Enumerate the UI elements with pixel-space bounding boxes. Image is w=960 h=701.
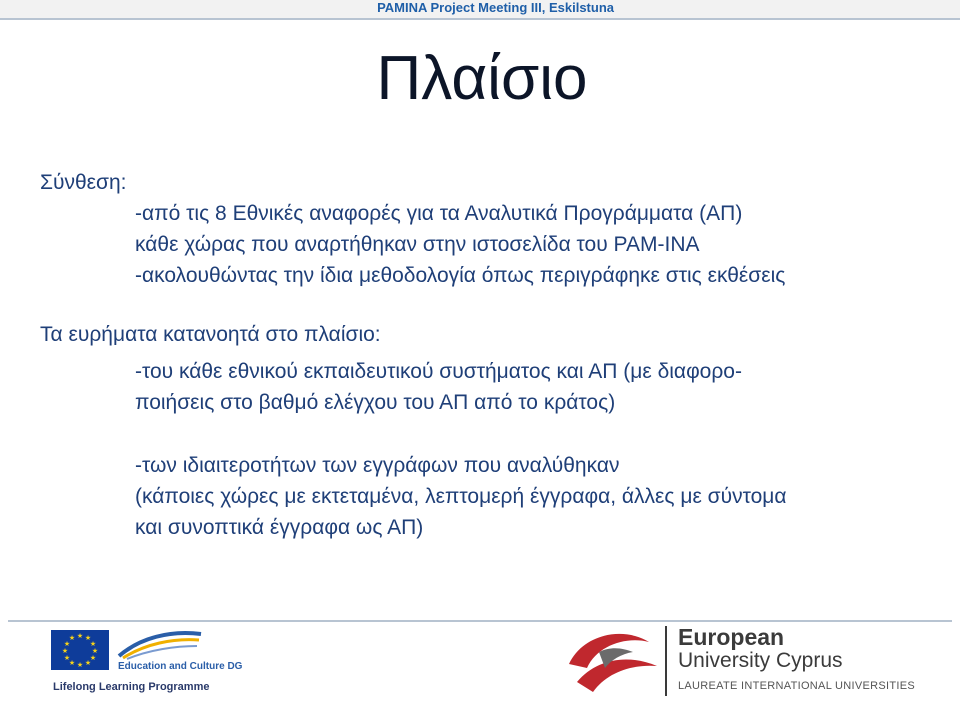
svg-text:★: ★ — [84, 659, 92, 667]
svg-text:★: ★ — [84, 634, 92, 642]
euc-divider — [665, 626, 667, 696]
body-line: -από τις 8 Εθνικές αναφορές για τα Αναλυτικά Προγράμματα (ΑΠ) — [135, 202, 743, 225]
body-line: και συνοπτικά έγγραφα ως ΑΠ) — [135, 516, 424, 539]
heading-synthesis: Σύνθεση: — [40, 171, 127, 194]
body-line: κάθε χώρας που αναρτήθηκαν στην ιστοσελίδα του PAM-INA — [135, 233, 700, 256]
swoosh-icon — [115, 628, 205, 660]
svg-text:★: ★ — [89, 654, 97, 662]
euc-emblem-icon — [563, 624, 663, 700]
body-line: -ακολουθώντας την ίδια μεθοδολογία όπως περιγράφηκε στις εκθέσεις — [135, 264, 786, 287]
svg-text:★: ★ — [63, 640, 71, 648]
edu-label: Education and Culture DG — [118, 661, 243, 672]
body-line: (κάποιες χώρες με εκτεταμένα, λεπτομερή έγγραφα, άλλες με σύντομα — [135, 485, 787, 508]
body-line: -των ιδιαιτεροτήτων των εγγράφων που αναλύθηκαν — [135, 454, 620, 477]
svg-text:★: ★ — [61, 647, 69, 655]
slide-title: Πλαίσιο — [376, 44, 588, 113]
heading-findings: Τα ευρήματα κατανοητά στο πλαίσιο: — [40, 323, 381, 346]
svg-text:★: ★ — [91, 647, 99, 655]
university-tagline: LAUREATE INTERNATIONAL UNIVERSITIES — [678, 680, 916, 692]
svg-text:★: ★ — [68, 634, 76, 642]
svg-text:★: ★ — [89, 640, 97, 648]
header-text: PAMINA Project Meeting III, Eskilstuna — [377, 0, 614, 15]
eu-flag-icon — [51, 630, 109, 670]
svg-text:★: ★ — [76, 661, 84, 669]
header-bar — [0, 0, 960, 20]
svg-text:★: ★ — [68, 659, 76, 667]
university-name-line1: European — [678, 624, 785, 650]
svg-text:★: ★ — [76, 632, 84, 640]
university-name-line2: University Cyprus — [678, 649, 843, 672]
llp-label: Lifelong Learning Programme — [53, 681, 210, 693]
svg-text:★: ★ — [63, 654, 71, 662]
body-line: -του κάθε εθνικού εκπαιδευτικού συστήματος και ΑΠ (με διαφορο- — [135, 360, 742, 383]
footer-divider — [8, 620, 952, 622]
body-line: ποιήσεις στο βαθμό ελέγχου του ΑΠ από το κράτος) — [135, 391, 616, 414]
